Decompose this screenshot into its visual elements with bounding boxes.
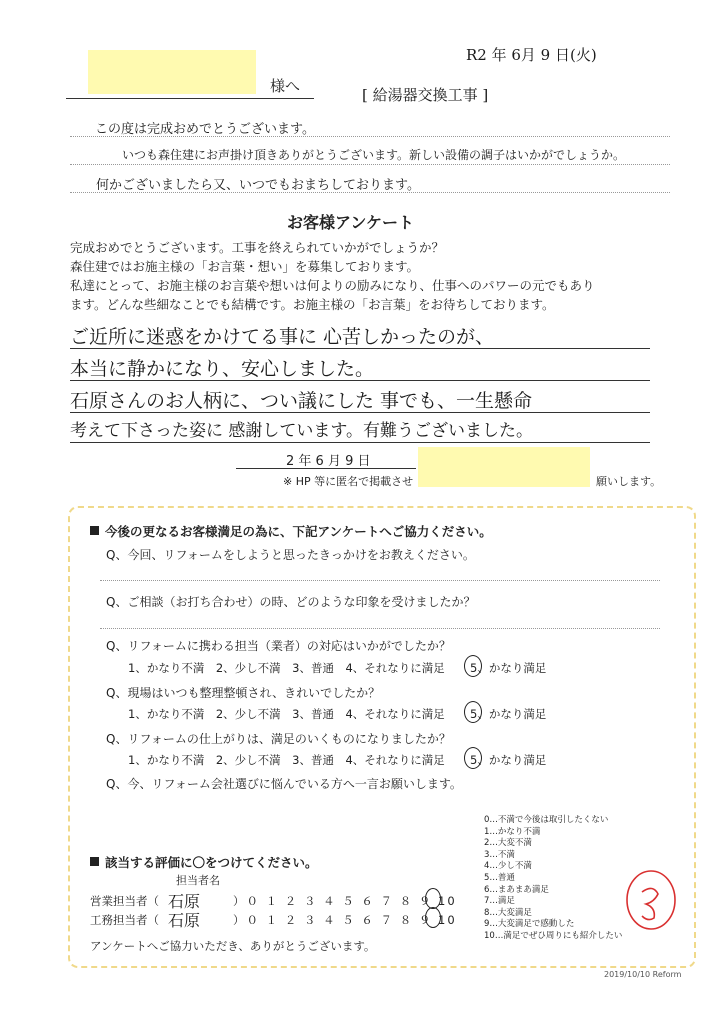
bullet-square-icon bbox=[90, 526, 99, 535]
q3-opt5-label: かなり満足 bbox=[488, 661, 547, 675]
customer-name-underline bbox=[66, 98, 314, 99]
staff-header: 担当者名 bbox=[176, 874, 220, 887]
questionnaire-heading-text: 今後の更なるお客様満足の為に、下記アンケートへご協力ください。 bbox=[105, 524, 492, 539]
message-line-3: 何かございましたら又、いつでもおまちしております。 bbox=[96, 178, 420, 193]
message-line-1: この度は完成おめでとうございます。 bbox=[95, 122, 315, 137]
message-rule-1 bbox=[70, 136, 670, 137]
comment-date-underline bbox=[236, 468, 416, 469]
scale-legend-item: 0…不満で今後は取引したくない bbox=[484, 815, 609, 825]
rating-heading-text: 該当する評価に〇をつけてください。 bbox=[105, 855, 318, 870]
answer-line-2 bbox=[100, 628, 660, 629]
sales-scale: ）０ １ ２ ３ ４ ５ ６ ７ ８ ９ 10 bbox=[233, 894, 457, 908]
q4-opt5[interactable]: 5、かなり満足 bbox=[470, 707, 547, 721]
scale-legend bbox=[484, 815, 622, 943]
question-6: Q、今、リフォーム会社選びに悩んでいる方へ一言お願いします。 bbox=[106, 777, 462, 791]
survey-intro-1: 完成おめでとうございます。工事を終えられていかがでしょうか？ bbox=[70, 240, 445, 255]
survey-intro-3: 私達にとって、お施主様のお言葉や想いは何よりの励みになり、仕事へのパワーの元でもあり bbox=[70, 278, 595, 293]
q4-opt5-num: 5 bbox=[470, 707, 478, 721]
sales-name: 石原 bbox=[168, 892, 201, 911]
sales-selected-circle bbox=[425, 888, 441, 909]
signature-redaction bbox=[418, 447, 590, 487]
scale-legend-item: 2…大変不満 bbox=[484, 838, 532, 849]
comment-rule-1 bbox=[70, 348, 650, 349]
survey-date: R2 年 6月 9 日(火) bbox=[466, 46, 597, 64]
comment-rule-3 bbox=[70, 412, 650, 413]
q3-options: 1、かなり不満 2、少し不満 3、普通 4、それなりに満足 bbox=[128, 661, 445, 675]
q4-options: 1、かなり不満 2、少し不満 3、普通 4、それなりに満足 bbox=[128, 707, 445, 721]
construction-label: 工務担当者（ bbox=[90, 913, 159, 927]
scale-legend-item: 4…少し不満 bbox=[484, 861, 532, 872]
q5-options: 1、かなり不満 2、少し不満 3、普通 4、それなりに満足 bbox=[128, 753, 445, 767]
question-2: Q、ご相談（お打ち合わせ）の時、どのような印象を受けましたか？ bbox=[106, 595, 476, 609]
red-check-stamp bbox=[620, 864, 680, 934]
thanks-text: アンケートへご協力いただき、ありがとうございます。 bbox=[90, 939, 376, 953]
scale-legend-item: 6…まあまあ満足 bbox=[484, 884, 549, 895]
comment-line-4: 考えて下さった姿に 感謝しています。有難うございました。 bbox=[70, 421, 534, 441]
scale-legend-item: 5…普通 bbox=[484, 872, 515, 883]
rating-heading bbox=[90, 853, 318, 871]
construction-name: 石原 bbox=[168, 911, 201, 930]
scale-legend-item: 8…大変満足 bbox=[484, 907, 532, 918]
question-3: Q、リフォームに携わる担当（業者）の対応はいかがでしたか？ bbox=[106, 639, 451, 653]
sales-label: 営業担当者（ bbox=[90, 894, 159, 908]
q3-selected-circle bbox=[464, 655, 482, 677]
comment-rule-2 bbox=[70, 380, 650, 381]
message-line-2: いつも森住建にお声掛け頂きありがとうございます。新しい設備の調子はいかがでしょうか。 bbox=[122, 148, 626, 162]
scale-legend-item: 10…満足でぜひ周りにも紹介したい bbox=[484, 930, 623, 941]
customer-name-redaction bbox=[88, 50, 256, 94]
scale-legend-item: 1…かなり不満 bbox=[484, 826, 541, 837]
scale-legend-item: 3…不満 bbox=[484, 849, 515, 860]
scale-legend-item: 7…満足 bbox=[484, 896, 515, 907]
questionnaire-heading bbox=[90, 522, 492, 540]
survey-intro-2: 森住建ではお施主様の「お言葉・想い」を募集しております。 bbox=[70, 259, 420, 274]
scale-legend-item: 9…大変満足で感動した bbox=[484, 919, 575, 930]
message-rule-3 bbox=[70, 192, 670, 193]
question-4: Q、現場はいつも整理整頓され、きれいでしたか？ bbox=[106, 686, 381, 700]
q3-opt5[interactable]: 5、かなり満足 bbox=[470, 661, 547, 675]
q5-selected-circle bbox=[464, 747, 482, 769]
comment-line-1: ご近所に迷惑をかけてる事に 心苦しかったのが、 bbox=[70, 326, 495, 348]
comment-rule-4 bbox=[70, 442, 650, 443]
survey-intro-4: ます。どんな些細なことでも結構です。お施主様の「お言葉」をお待ちしております。 bbox=[70, 297, 555, 312]
question-5: Q、リフォームの仕上がりは、満足のいくものになりましたか？ bbox=[106, 732, 451, 746]
construction-selected-circle bbox=[425, 907, 441, 928]
work-title: [ 給湯器交換工事 ] bbox=[362, 86, 489, 104]
bullet-square-icon bbox=[90, 857, 99, 866]
message-rule-2 bbox=[70, 164, 670, 165]
q5-opt5-num: 5 bbox=[470, 753, 478, 767]
form-version: 2019/10/10 Reform bbox=[604, 970, 682, 979]
comment-line-2: 本当に静かになり、安心しました。 bbox=[70, 358, 375, 380]
publish-note-left: ※ HP 等に匿名で掲載させ bbox=[283, 475, 414, 488]
publish-note-right: 願いします。 bbox=[596, 475, 662, 488]
q4-opt5-label: かなり満足 bbox=[488, 707, 547, 721]
q3-opt5-num: 5 bbox=[470, 661, 478, 675]
comment-date: 2 年 6 月 9 日 bbox=[286, 454, 371, 469]
survey-title: お客様アンケート bbox=[287, 213, 415, 232]
q5-opt5-label: かなり満足 bbox=[488, 753, 547, 767]
comment-line-3: 石原さんのお人柄に、つい議にした 事でも、一生懸命 bbox=[70, 390, 533, 412]
question-1: Q、今回、リフォームをしようと思ったきっかけをお教えください。 bbox=[106, 548, 475, 562]
q4-selected-circle bbox=[464, 701, 482, 723]
construction-scale: ）０ １ ２ ３ ４ ５ ６ ７ ８ ９ 10 bbox=[233, 913, 457, 927]
q5-opt5[interactable]: 5、かなり満足 bbox=[470, 753, 547, 767]
answer-line-1 bbox=[100, 580, 660, 581]
customer-suffix: 様へ bbox=[270, 77, 301, 95]
